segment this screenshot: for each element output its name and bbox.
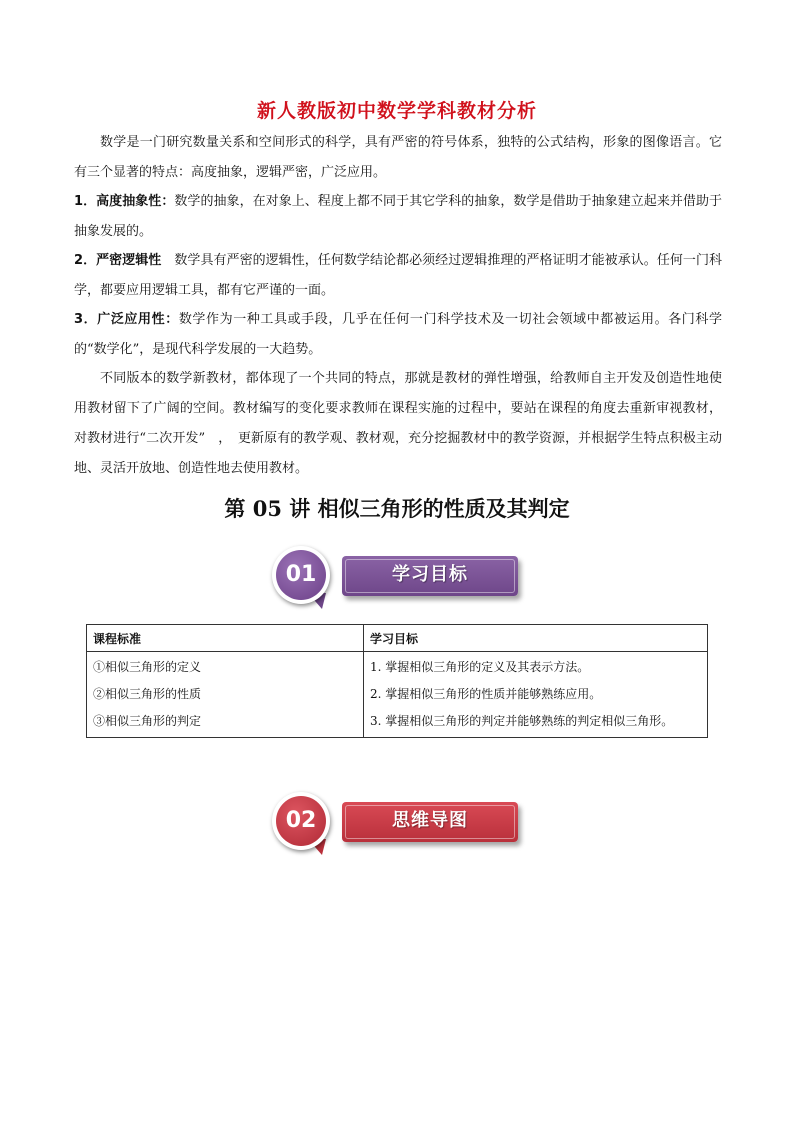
document-title: 新人教版初中数学学科教材分析 xyxy=(256,100,537,122)
objective-item: 1. 掌握相似三角形的定义及其表示方法。 xyxy=(370,660,590,674)
section-badge-mind-map xyxy=(272,792,532,858)
feature-text: 数学具有严密的逻辑性，任何数学结论都必须经过逻辑推理的严格证明才能被承认。任何一门科学，都要应用逻辑工具，都有它严谨的一面。 xyxy=(74,253,722,298)
standards-cell xyxy=(87,652,364,738)
section-label-bar xyxy=(342,556,518,596)
closing-paragraph: 不同版本的数学新教材，都体现了一个共同的特点，那就是教材的弹性增强，给教师自主开发及创造性地使用教材留下了广阔的空间。教材编写的变化要求教师在课程实施的过程中，要站在课程的角度去重新审视教材，对教材进行“二次开发” ， 更新原有的教学观、教材观，充分挖掘教材中的教学资源，并根据学生特点积极主动地、灵活开放地、创造性地去使用教材。 xyxy=(74,371,722,476)
feature-logic xyxy=(74,246,722,306)
section-number: 02 xyxy=(276,796,326,846)
section-label: 学习目标 xyxy=(392,564,468,585)
section-badge-learning-goals xyxy=(272,546,532,612)
objective-item: 2. 掌握相似三角形的性质并能够熟练应用。 xyxy=(370,687,602,701)
section-label: 思维导图 xyxy=(392,810,468,831)
feature-application xyxy=(74,305,722,365)
section-number-circle xyxy=(272,546,330,604)
standard-item: ①相似三角形的定义 xyxy=(93,660,202,674)
objectives-cell xyxy=(364,652,708,738)
feature-label: 3．广泛应用性： xyxy=(74,312,179,327)
section-number-circle xyxy=(272,792,330,850)
feature-abstraction xyxy=(74,187,722,247)
table-row xyxy=(87,652,708,738)
table-header-row xyxy=(87,625,708,652)
lesson-title: 第 05 讲 相似三角形的性质及其判定 xyxy=(224,496,570,521)
feature-label: 2．严密逻辑性 xyxy=(74,253,162,268)
feature-text: 数学的抽象，在对象上、程度上都不同于其它学科的抽象，数学是借助于抽象建立起来并借助于抽象发展的。 xyxy=(74,194,722,239)
feature-label: 1．高度抽象性： xyxy=(74,194,175,209)
section-label-bar xyxy=(342,802,518,842)
standard-item: ②相似三角形的性质 xyxy=(93,687,202,701)
section-number: 01 xyxy=(276,550,326,600)
objective-item: 3. 掌握相似三角形的判定并能够熟练的判定相似三角形。 xyxy=(370,714,674,728)
feature-text: 数学作为一种工具或手段，几乎在任何一门科学技术及一切社会领域中都被运用。各门科学的“数学化”，是现代科学发展的一大趋势。 xyxy=(74,312,722,357)
table-header-objectives: 学习目标 xyxy=(364,625,708,652)
intro-paragraph: 数学是一门研究数量关系和空间形式的科学，具有严密的符号体系，独特的公式结构，形象的图像语言。它有三个显著的特点：高度抽象，逻辑严密，广泛应用。 xyxy=(74,135,722,180)
table-header-standards: 课程标准 xyxy=(87,625,364,652)
standard-item: ③相似三角形的判定 xyxy=(93,714,202,728)
learning-goals-table xyxy=(86,624,708,738)
